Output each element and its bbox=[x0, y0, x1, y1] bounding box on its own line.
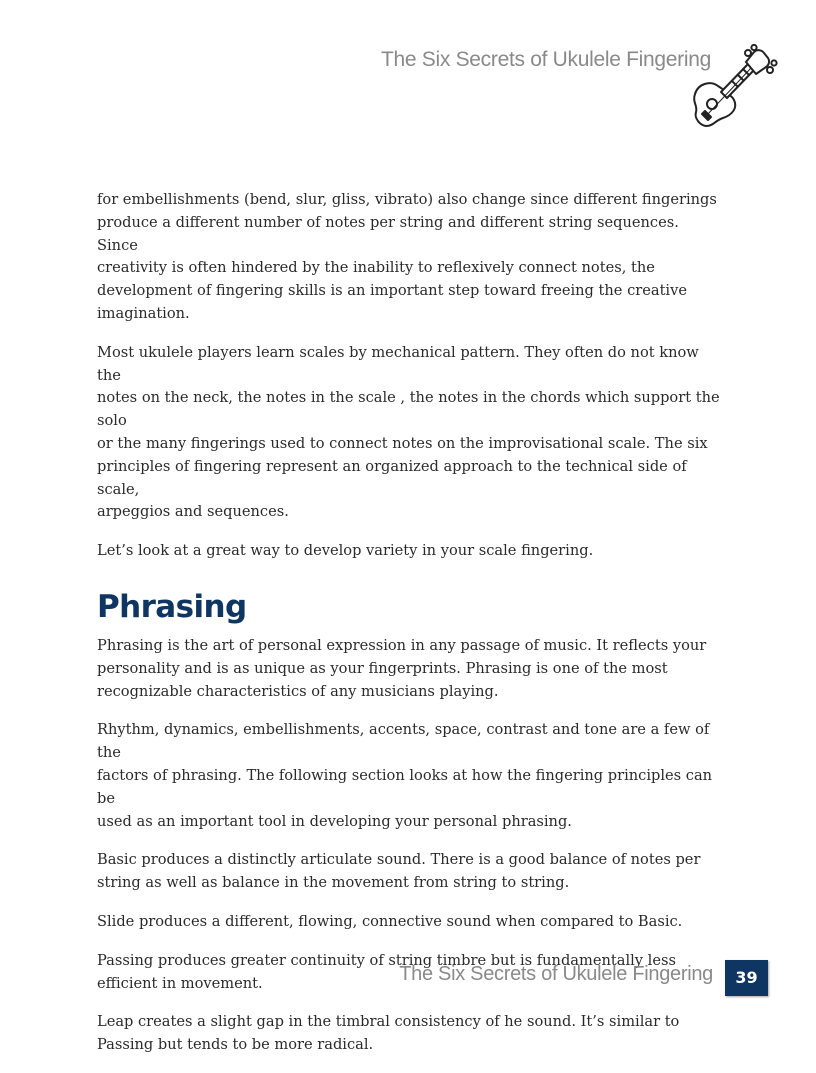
body-paragraph: Leap creates a slight gap in the timbral consistency of he sound. It’s similar to Passing but tends to be more radical. bbox=[97, 1013, 680, 1054]
body-paragraph: Passing produces greater continuity of string timbre but is fundamentally less efficient in movement. bbox=[97, 951, 676, 992]
body-paragraph: Phrasing is the art of personal expression in any passage of music. It reflects your personality and is as unique as your fingerprints. Phrasing is one of the most recognizable characteristics of any musicians playing. bbox=[97, 636, 707, 700]
running-head-title: The Six Secrets of Ukulele Fingering bbox=[380, 48, 711, 71]
body-paragraph: Let’s look at a great way to develop variety in your scale fingering. bbox=[97, 542, 594, 560]
running-foot-title: The Six Secrets of Ukulele Fingering bbox=[399, 963, 713, 985]
body-paragraph: Slide produces a different, flowing, connective sound when compared to Basic. bbox=[97, 912, 683, 930]
body-paragraph: Most ukulele players learn scales by mechanical pattern. They often do not know the notes on the neck, the notes in the scale , the notes in the chords which support the solo or the many fingerings used to connect notes on the improvisational scale. The six principles of fingering represent an organized approach to the technical side of scale, arpeggios and sequences. bbox=[97, 343, 720, 521]
ukulele-icon bbox=[688, 44, 778, 132]
page-body bbox=[97, 189, 722, 1073]
body-paragraph: Basic produces a distinctly articulate sound. There is a good balance of notes per string as well as balance in the movement from string to string. bbox=[97, 851, 701, 892]
page-number-badge: 39 bbox=[725, 960, 768, 996]
body-paragraph: for embellishments (bend, slur, gliss, vibrato) also change since different fingerings produce a different number of notes per string and different string sequences. Since creativity is often hindered by the inability to reflexively connect notes, the development of fingering skills is an important step toward freeing the creative imagination. bbox=[97, 191, 717, 322]
section-heading-phrasing: Phrasing bbox=[97, 588, 247, 625]
body-paragraph: Rhythm, dynamics, embellishments, accents, space, contrast and tone are a few of the factors of phrasing. The following section looks at how the fingering principles can be used as an important tool in developing your personal phrasing. bbox=[97, 721, 713, 830]
